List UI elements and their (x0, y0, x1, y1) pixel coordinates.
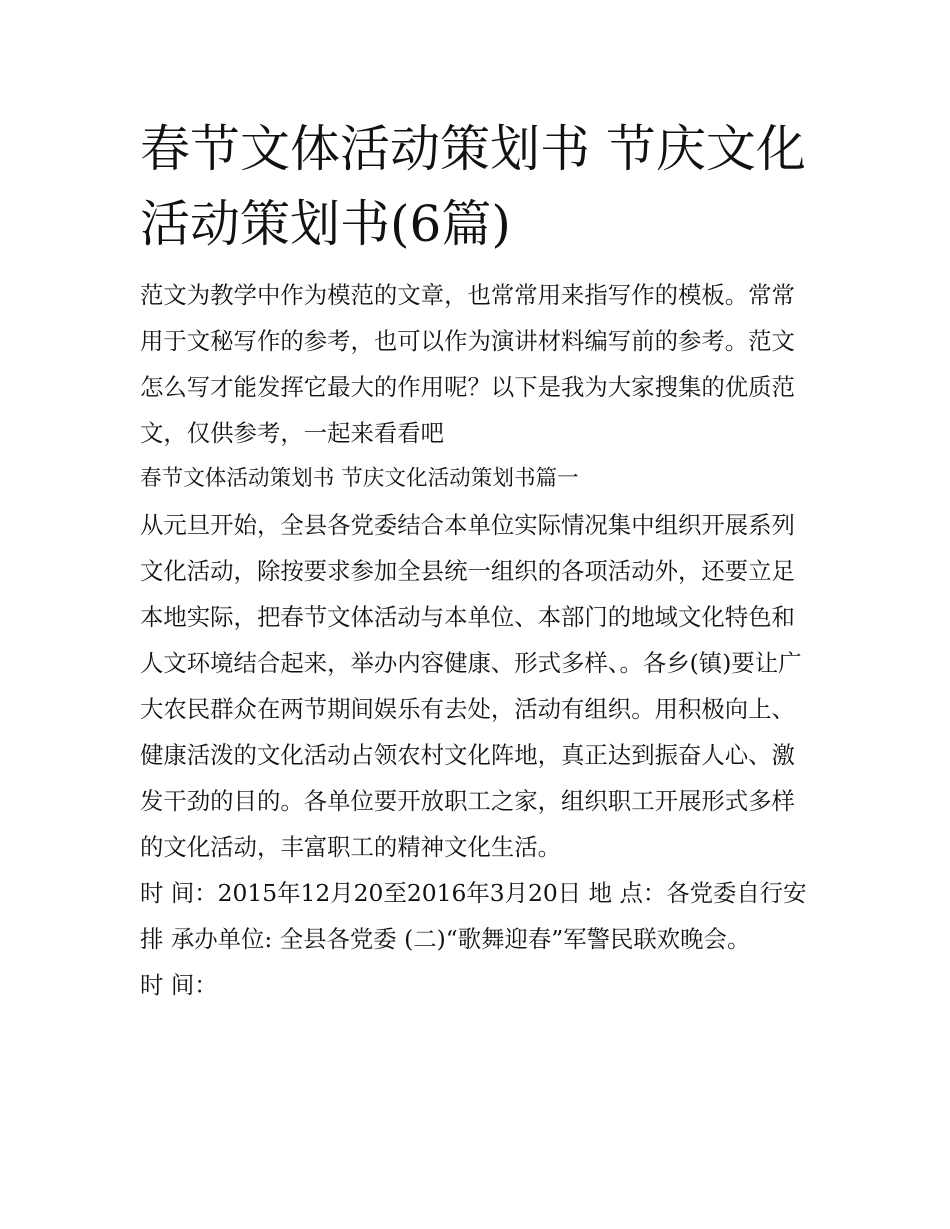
body-paragraph-2: 时 间：2015年12月20至2016年3月20日 地 点：各党委自行安排 承办单位: 全县各党委 (二)“歌舞迎春”军警民联欢晚会。 (140, 879, 807, 953)
body-paragraph-3: 时 间： (140, 971, 218, 999)
document-page (140, 112, 812, 1008)
document-body (140, 272, 812, 1008)
document-title: 春节文体活动策划书 节庆文化活动策划书(6篇) (140, 120, 806, 253)
body-paragraph-1: 从元旦开始，全县各党委结合本单位实际情况集中组织开展系列文化活动，除按要求参加全县统一组织的各项活动外，还要立足本地实际，把春节文体活动与本单位、本部门的地域文化特色和人文环境结合起来，举办内容健康、形式多样、。各乡(镇)要让广大农民群众在两节期间娱乐有去处，活动有组织。用积极向上、健康活泼的文化活动占领农村文化阵地，真正达到振奋人心、激发干劲的目的。各单位要开放职工之家，组织职工开展形式多样的文化活动，丰富职工的精神文化生活。 (140, 511, 802, 861)
intro-paragraph: 范文为教学中作为模范的文章，也常常用来指写作的模板。常常用于文秘写作的参考，也可以作为演讲材料编写前的参考。范文怎么写才能发挥它最大的作用呢？以下是我为大家搜集的优质范文，仅供参考，一起来看看吧 (140, 281, 795, 447)
section-heading: 春节文体活动策划书 节庆文化活动策划书篇一 (140, 466, 579, 491)
